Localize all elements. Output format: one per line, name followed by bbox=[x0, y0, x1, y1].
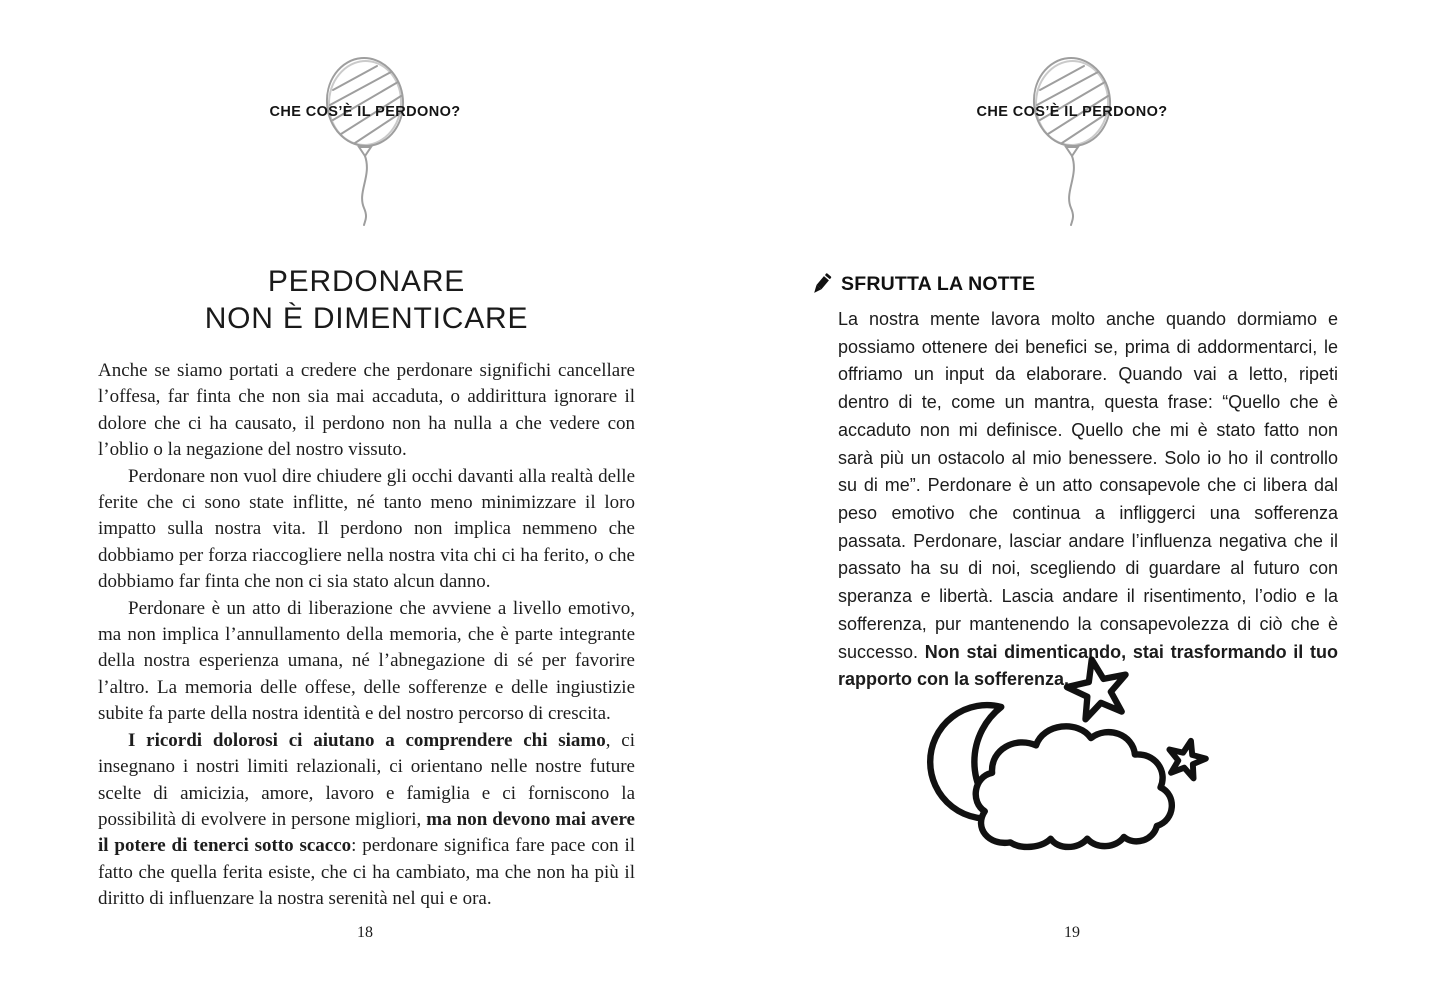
night-tip-text: La nostra mente lavora molto anche quando dormiamo e possiamo ottenere dei benefici se, prima di addormentarci, le offriamo un input da elaborare. Quando vai a letto, ripeti dentro di te, come un mantra, questa frase: “Quello che è accaduto non mi definisce. Quello che mi è stato fatto non sarà più un ostacolo al mio benessere. Solo io ho il controllo su di me”. Perdonare è un atto consapevole che ci libera dal peso emotivo che continua a infliggerci una sofferenza passata. Perdonare, lasciar andare l’influenza negativa che il passato ha su di noi, scegliendo di guardare al futuro con speranza e libertà. Lascia andare il risentimento, l’odio e la sofferenza, pur mantenendo la consapevolezza di ciò che è successo. bbox=[838, 309, 1338, 662]
paragraph-4-text-1: , ci insegnano i nostri limiti relazionali, ci orientano nelle nostre future scelte di amicizia, amore, lavoro e famiglia e ci forniscono la possibilità di evolvere in persone migliori, bbox=[98, 729, 635, 830]
paragraph-2-text: Perdonare non vuol dire chiudere gli occhi davanti alla realtà delle ferite che ci sono state inflitte, né tanto meno minimizzare il loro impatto sulla nostra vita. Il perdono non implica nemmeno che dobbiamo per forza riaccogliere nella nostra vita chi ci ha ferito, o che dobbiamo far finta che non ci sia stato alcun danno. bbox=[98, 465, 635, 593]
paragraph-4-bold-1: I ricordi dolorosi ci aiutano a comprendere chi siamo bbox=[128, 729, 606, 751]
balloon-sketch-icon bbox=[304, 50, 426, 226]
left-body-text bbox=[98, 358, 635, 913]
balloon-sketch-icon bbox=[1011, 50, 1133, 226]
paragraph-4 bbox=[98, 728, 635, 913]
paragraph-1 bbox=[98, 358, 635, 464]
section-title: SFRUTTA LA NOTTE bbox=[841, 272, 1036, 295]
paragraph-2 bbox=[98, 464, 635, 596]
paragraph-4-text-2: : perdonare significa fare pace con il fatto che quella ferita esiste, che ci ha cambiato, ma che non ha più il diritto di influenzare la nostra serenità nel qui e ora. bbox=[98, 835, 635, 910]
page-number-left: 18 bbox=[357, 924, 373, 941]
moon-cloud-stars-illustration bbox=[893, 652, 1223, 890]
chapter-title-line2: NON È DIMENTICARE bbox=[204, 301, 529, 335]
chapter-title bbox=[98, 264, 635, 337]
pencil-icon bbox=[808, 270, 834, 298]
night-tip-bold-text: Non stai dimenticando, stai trasformando il tuo rapporto con la sofferenza. bbox=[838, 641, 1338, 690]
running-header-left: CHE COS’È IL PERDONO? bbox=[269, 104, 461, 120]
chapter-title-line1: PERDONARE bbox=[267, 265, 466, 298]
paragraph-4-bold-2: ma non devono mai avere il potere di tenerci sotto scacco bbox=[98, 808, 635, 857]
star-icon-large bbox=[1062, 653, 1133, 721]
paragraph-1-text: Anche se siamo portati a credere che perdonare significhi cancellare l’offesa, far finta che non sia mai accaduta, o addirittura ignorare il dolore che ci ha causato, il perdono non ha nulla a che vedere con l’oblio o la negazione del nostro vissuto. bbox=[98, 360, 635, 461]
cloud-icon bbox=[976, 726, 1172, 847]
star-icon-small bbox=[1164, 736, 1209, 780]
page-number-right: 19 bbox=[1064, 924, 1080, 941]
paragraph-3 bbox=[98, 596, 635, 728]
paragraph-3-text: Perdonare è un atto di liberazione che avviene a livello emotivo, ma non implica l’annullamento della memoria, che è parte integrante della nostra esperienza umana, né l’abnegazione di sé per favorire l’altro. La memoria delle offese, delle sofferenze e delle ingiustizie subite fa parte della nostra identità e del nostro percorso di crescita. bbox=[98, 597, 635, 725]
right-body-text bbox=[838, 306, 1338, 694]
running-header-right: CHE COS’È IL PERDONO? bbox=[976, 104, 1168, 120]
section-heading bbox=[808, 270, 1035, 298]
